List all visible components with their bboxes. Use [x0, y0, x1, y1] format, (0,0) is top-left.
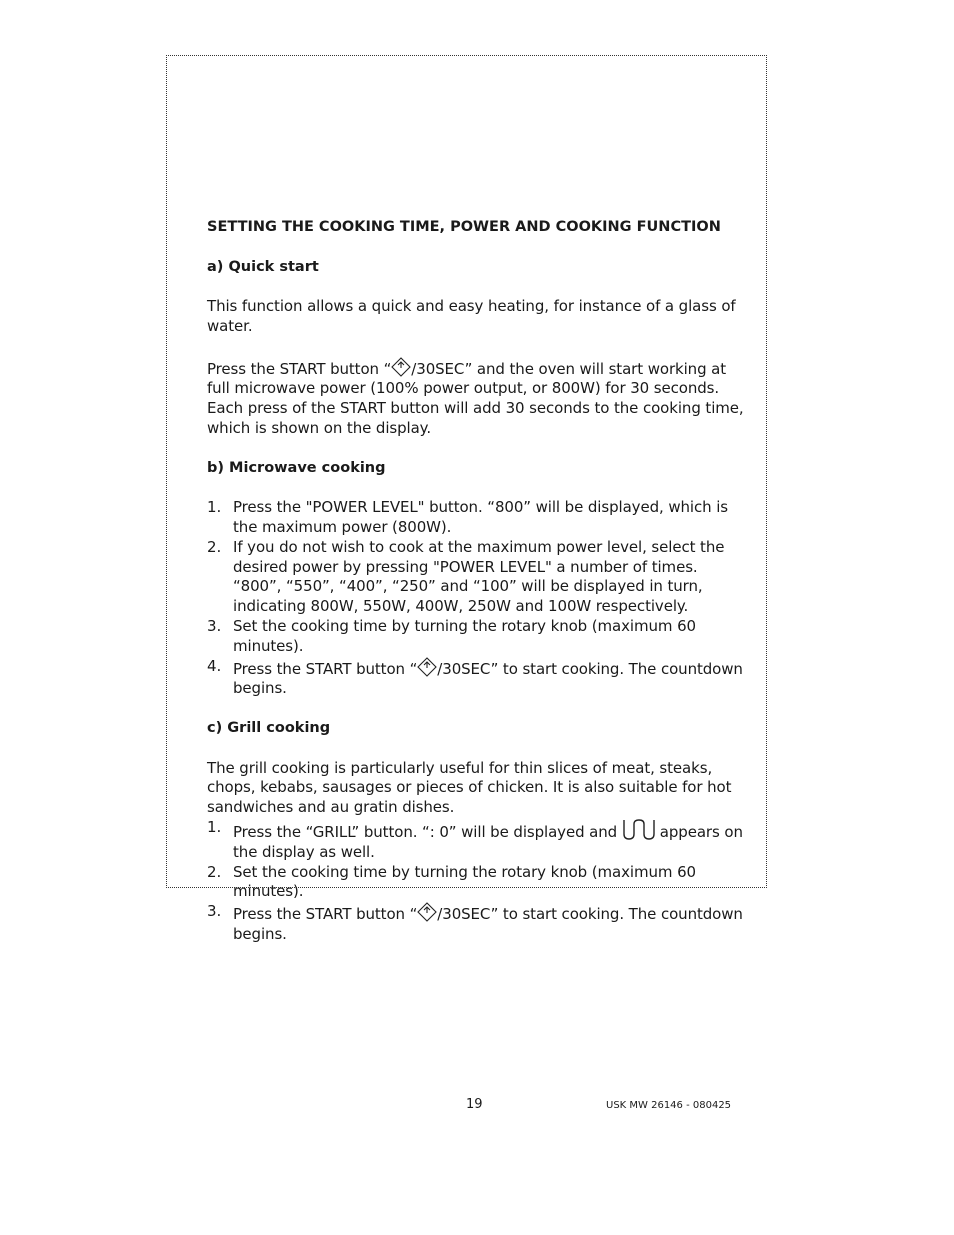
document-code: USK MW 26146 - 080425 [606, 1100, 732, 1111]
start-icon [417, 902, 437, 922]
list-item: 4. Press the START button “ /30SEC” to start cooking. The countdown begins. [207, 656, 743, 698]
start-icon [417, 657, 437, 677]
list-item: 1. Press the “GRILL” button. “: 0” will be displayed and appears on the display as well. [207, 817, 743, 861]
list-item: 3. Set the cooking time by turning the rotary knob (maximum 60 minutes). [207, 616, 696, 655]
list-item: 2. If you do not wish to cook at the maximum power level, select the desired power by pressing "POWER LEVEL" a number of times. “800”, “550”, “400”, “250” and “100” will be displayed in turn, indicating 800W, 550W, 400W, 250W and 100W respectively. [207, 537, 725, 616]
page-number: 19 [466, 1097, 483, 1112]
grill-icon [622, 818, 660, 840]
section-a-title: a) Quick start [207, 258, 319, 275]
section-c-intro: The grill cooking is particularly useful for thin slices of meat, steaks, chops, kebabs, sausages or pieces of chicken. It is also suitable for hot sandwiches and au gratin dishes. [207, 758, 732, 817]
list-item: 2. Set the cooking time by turning the rotary knob (maximum 60 minutes). [207, 862, 696, 901]
section-a-press: Press the START button “ /30SEC” and the oven will start working at full microwave power (100% power output, or 800W) for 30 seconds. Each press of the START button will add 30 seconds to the cooking time, which is shown on the display. [207, 357, 747, 439]
list-item: 1. Press the "POWER LEVEL" button. “800” will be displayed, which is the maximum power (800W). [207, 498, 728, 536]
section-c-title: c) Grill cooking [207, 719, 331, 736]
page-title: SETTING THE COOKING TIME, POWER AND COOKING FUNCTION [207, 219, 721, 235]
section-a-intro: This function allows a quick and easy heating, for instance of a glass of water. [207, 297, 736, 335]
document-body [207, 218, 747, 945]
section-b-title: b) Microwave cooking [207, 459, 386, 476]
list-item: 3. Press the START button “ /30SEC” to start cooking. The countdown begins. [207, 902, 743, 943]
start-icon [391, 357, 411, 377]
